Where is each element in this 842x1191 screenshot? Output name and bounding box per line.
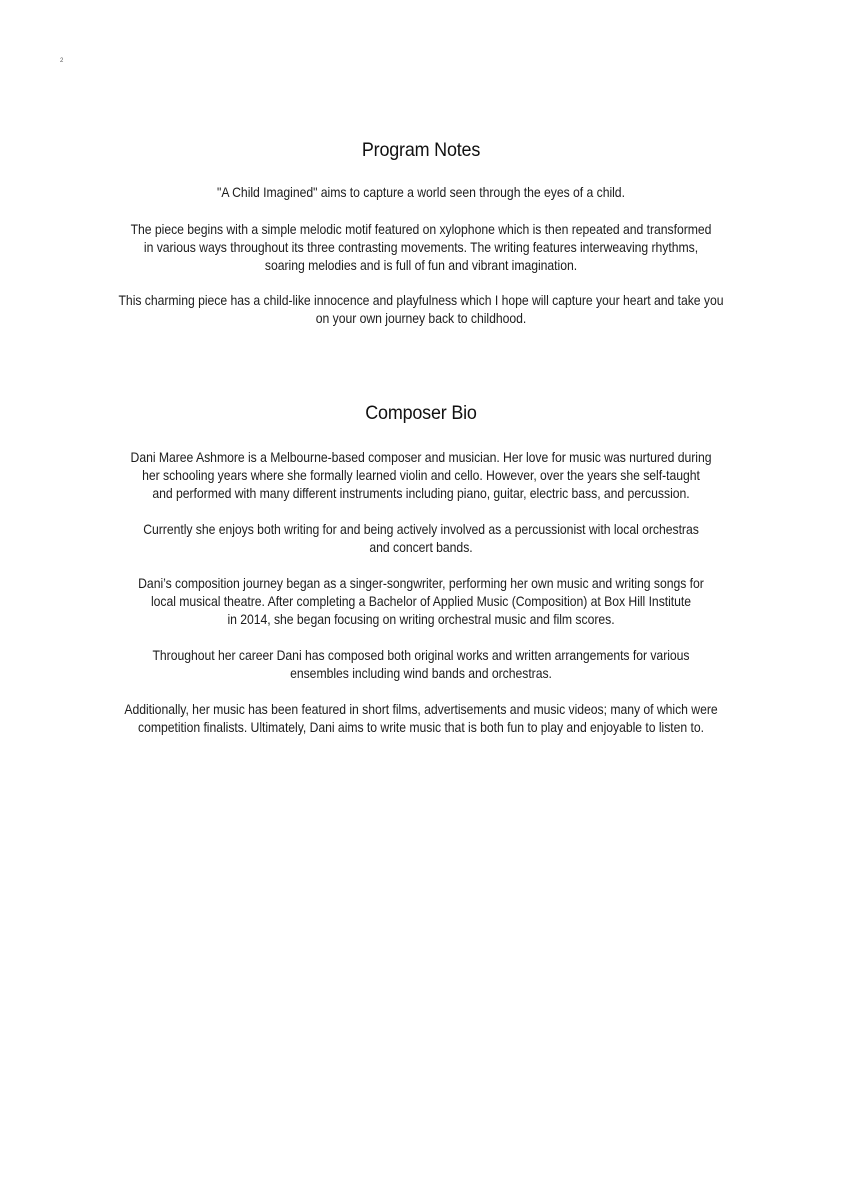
composer-bio-paragraph — [78, 575, 764, 629]
text-line: on your own journey back to childhood. — [315, 311, 527, 326]
text-line: Throughout her career Dani has composed both original works and written arrangements for various — [152, 648, 690, 663]
text-line: in various ways throughout its three contrasting movements. The writing features interweaving rhythms, — [143, 240, 699, 255]
program-notes-paragraph — [78, 184, 764, 202]
text-line: soaring melodies and is full of fun and vibrant imagination. — [264, 258, 578, 273]
text-line: Additionally, her music has been featured in short films, advertisements and music videos; many of which were — [124, 702, 718, 717]
text-line: local musical theatre. After completing a Bachelor of Applied Music (Composition) at Box Hill Institute — [150, 594, 692, 609]
page-number: 2 — [60, 58, 64, 64]
text-line: Dani’s composition journey began as a singer-songwriter, performing her own music and writing songs for — [138, 576, 704, 591]
composer-bio-title: Composer Bio — [365, 402, 477, 424]
text-line: her schooling years where she formally learned violin and cello. However, over the years she self-taught — [142, 468, 700, 483]
program-notes-title: Program Notes — [361, 139, 481, 161]
text-line: Dani Maree Ashmore is a Melbourne-based composer and musician. Her love for music was nurtured during — [130, 450, 712, 465]
composer-bio-paragraph — [78, 647, 764, 683]
text-line: This charming piece has a child-like innocence and playfulness which I hope will capture your heart and take you — [118, 293, 724, 308]
text-line: in 2014, she began focusing on writing orchestral music and film scores. — [227, 612, 615, 627]
program-notes-paragraph — [78, 221, 764, 275]
composer-bio-paragraph — [78, 449, 764, 503]
composer-bio-paragraph — [78, 701, 764, 737]
program-notes-paragraph — [78, 292, 764, 328]
text-line: "A Child Imagined" aims to capture a world seen through the eyes of a child. — [217, 185, 625, 200]
composer-bio-paragraph — [78, 521, 764, 557]
text-line: ensembles including wind bands and orchestras. — [290, 666, 552, 681]
text-line: and performed with many different instruments including piano, guitar, electric bass, and percussion. — [152, 486, 690, 501]
text-line: and concert bands. — [369, 540, 473, 555]
text-line: Currently she enjoys both writing for and being actively involved as a percussionist with local orchestras — [143, 522, 699, 537]
text-line: The piece begins with a simple melodic motif featured on xylophone which is then repeated and transformed — [130, 222, 712, 237]
text-line: competition finalists. Ultimately, Dani aims to write music that is both fun to play and enjoyable to listen to. — [138, 720, 704, 735]
